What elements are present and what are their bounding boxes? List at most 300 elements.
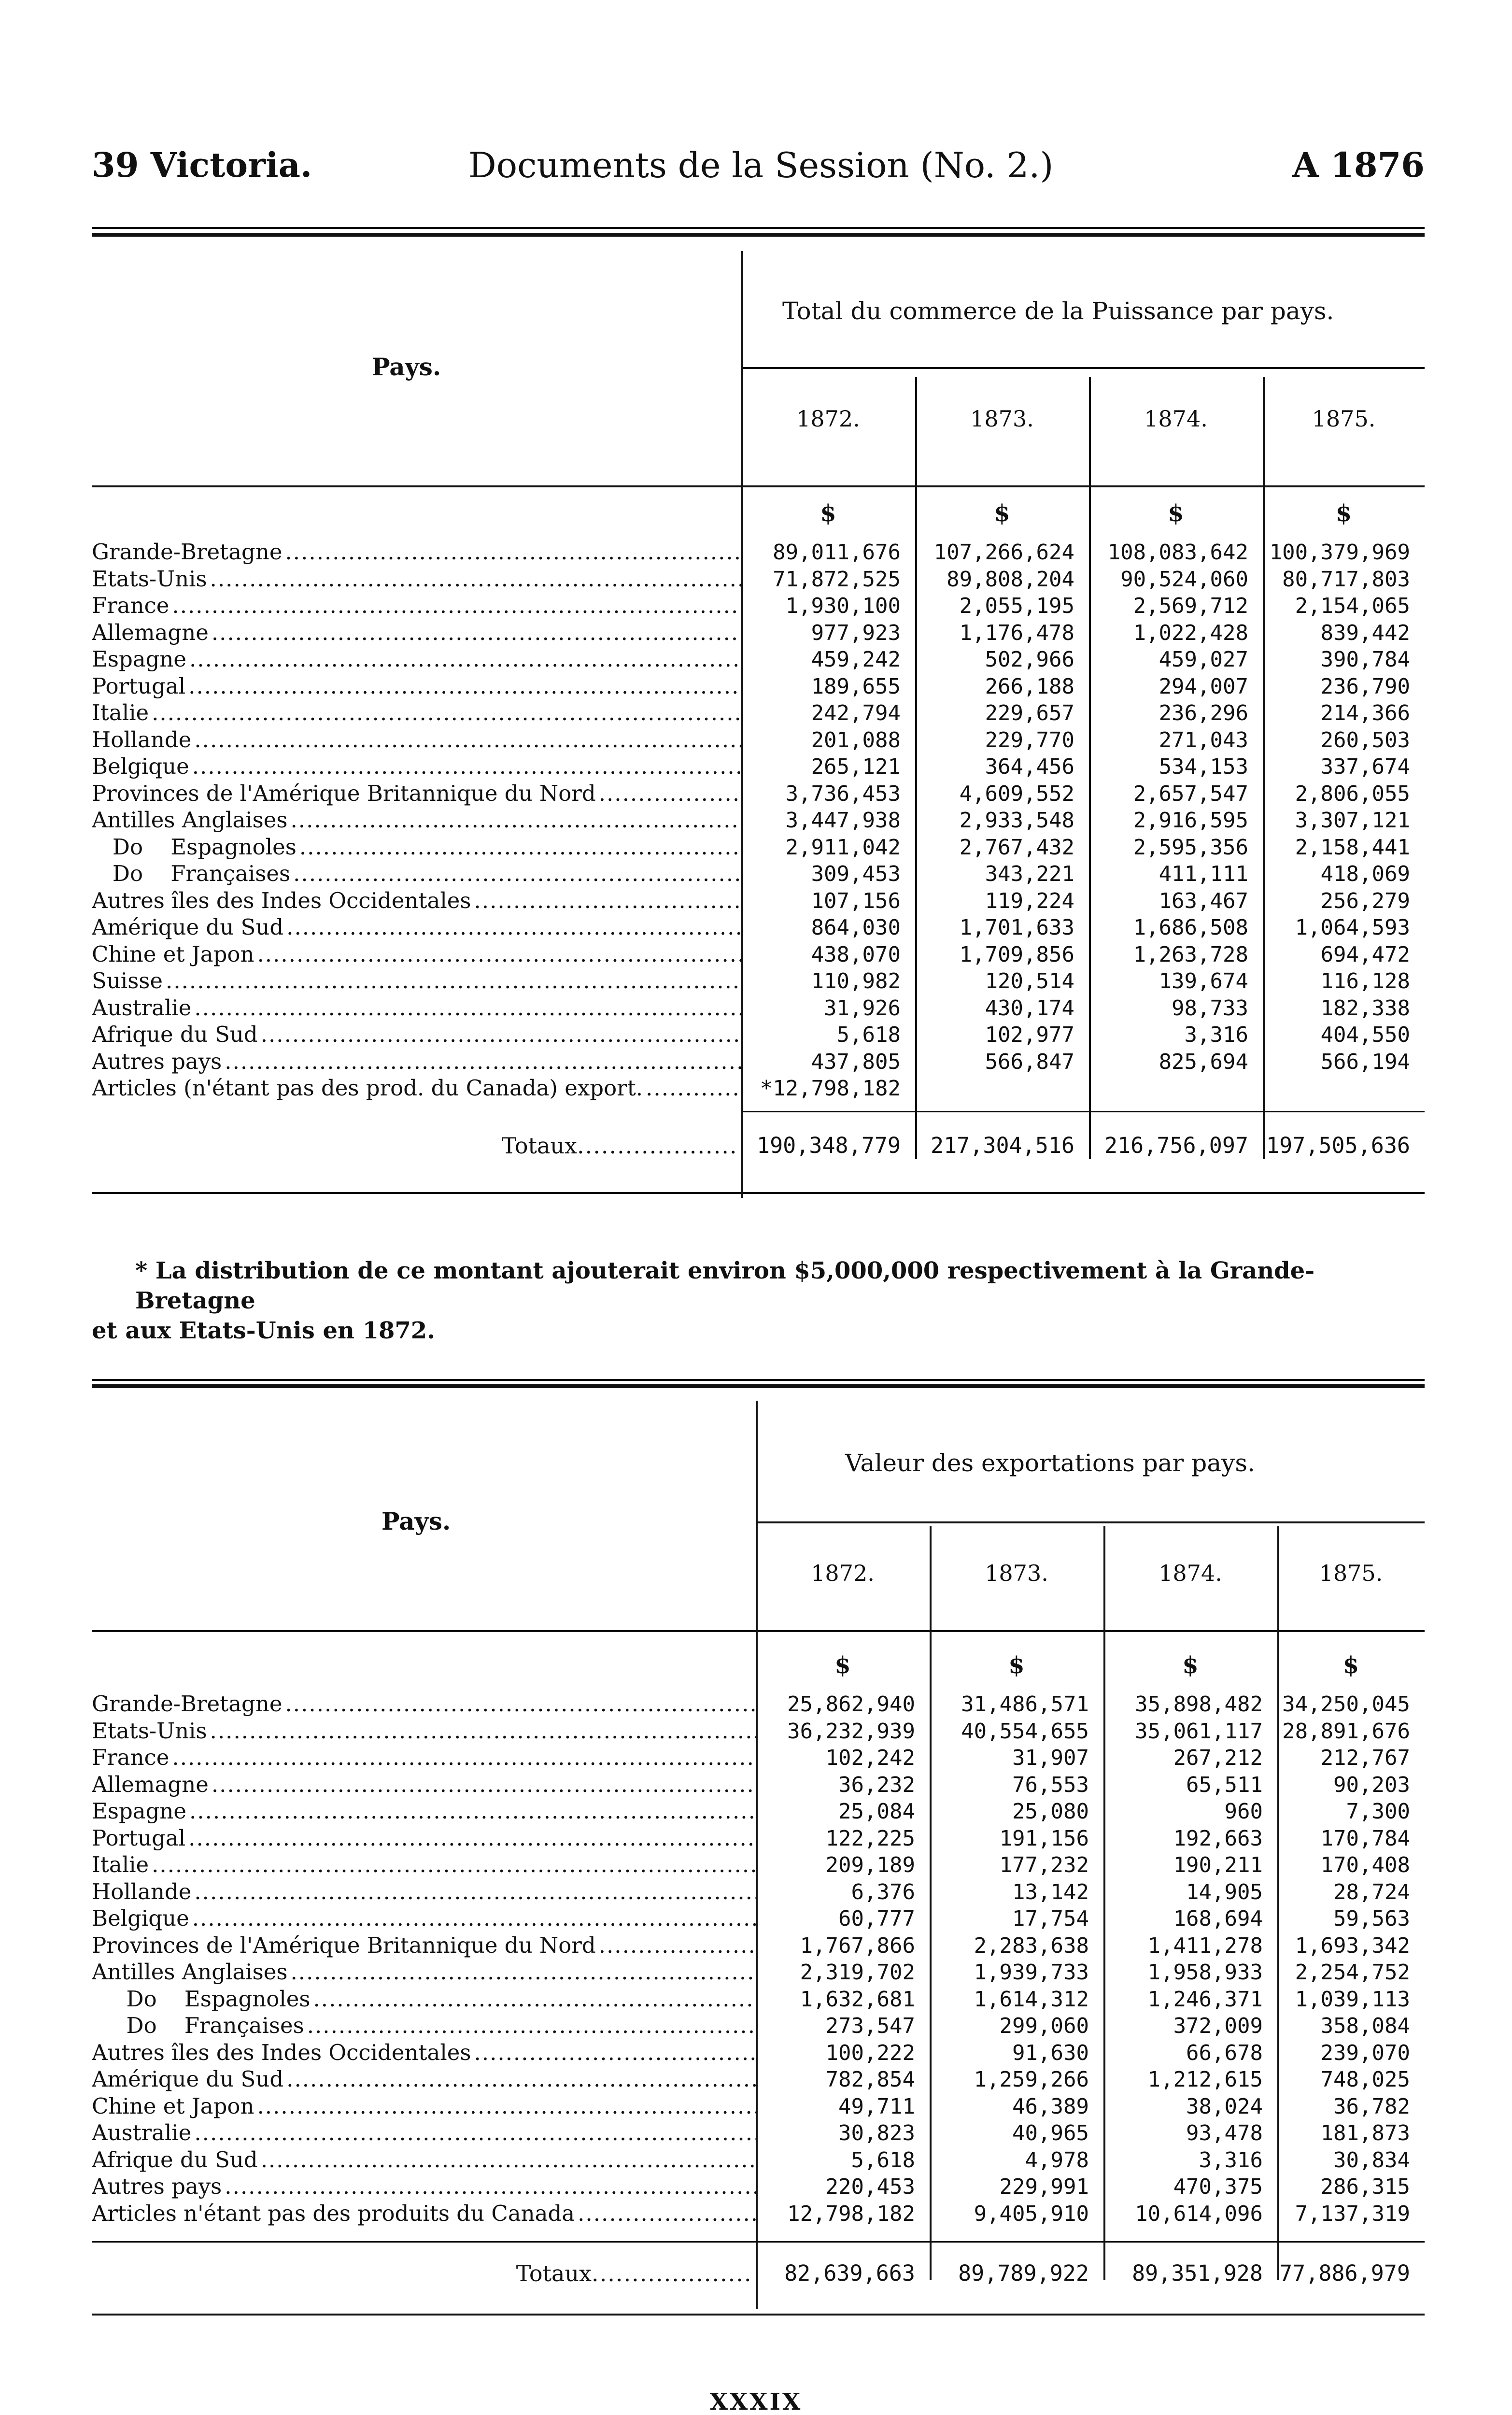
value-cell: 182,338 — [1320, 995, 1410, 1021]
value-cell: 49,711 — [838, 2094, 915, 2119]
header-volume: 39 Victoria. — [92, 145, 312, 185]
year-header-1873: 1873. — [985, 1560, 1048, 1586]
value-cell: 163,467 — [1159, 888, 1248, 913]
value-cell: 1,176,478 — [959, 620, 1074, 645]
value-cell: 190,211 — [1173, 1853, 1263, 1877]
value-cell: 236,296 — [1159, 701, 1248, 725]
value-cell: 358,084 — [1320, 2014, 1410, 2038]
value-cell: 260,503 — [1320, 727, 1410, 753]
value-cell: 1,686,508 — [1133, 915, 1248, 940]
value-cell: 2,806,055 — [1295, 781, 1410, 806]
value-cell: 782,854 — [825, 2067, 915, 2092]
value-cell: 91,630 — [1012, 2040, 1089, 2065]
value-cell: 40,965 — [1012, 2121, 1089, 2145]
value-cell: 1,614,312 — [974, 1987, 1089, 2012]
value-cell: 170,408 — [1320, 1853, 1410, 1877]
value-cell: 2,916,595 — [1133, 808, 1248, 833]
table-row — [92, 2066, 1425, 2093]
country-cell — [92, 2119, 756, 2146]
value-cell: 139,674 — [1159, 969, 1248, 994]
value-cell: 418,069 — [1320, 862, 1410, 886]
country-cell — [92, 1718, 756, 1745]
country-cell — [92, 1905, 756, 1932]
year-header-1875: 1875. — [1312, 406, 1376, 432]
value-cell: 31,486,571 — [961, 1692, 1089, 1717]
value-cell: 839,442 — [1320, 620, 1410, 645]
value-cell: 35,898,482 — [1135, 1692, 1263, 1717]
value-cell: 502,966 — [985, 647, 1074, 672]
year-header-1875: 1875. — [1319, 1560, 1383, 1586]
value-cell: 214,366 — [1320, 701, 1410, 725]
value-cell: 566,194 — [1320, 1049, 1410, 1074]
value-cell: 1,411,278 — [1147, 1933, 1263, 1958]
country-name: Belgique — [92, 1905, 189, 1931]
table-row — [92, 2173, 1425, 2200]
country-name: Allemagne — [92, 1771, 209, 1797]
leader-dots — [191, 1878, 756, 1905]
value-cell: 59,563 — [1333, 1906, 1410, 1931]
leader-dots — [169, 1744, 756, 1771]
value-cell: 168,694 — [1173, 1906, 1263, 1931]
value-cell: 459,027 — [1159, 647, 1248, 672]
country-name: Portugal — [92, 1825, 186, 1851]
country-cell — [92, 2012, 756, 2039]
table-row — [92, 1744, 1425, 1771]
country-cell — [92, 1986, 756, 2013]
value-cell: 25,084 — [838, 1799, 915, 1824]
total-1874: 89,351,928 — [1132, 2260, 1263, 2286]
value-cell: 286,315 — [1320, 2174, 1410, 2199]
value-cell: 430,174 — [985, 995, 1074, 1021]
totals-row — [92, 2260, 1425, 2287]
value-cell: 25,862,940 — [787, 1692, 915, 1717]
value-cell: 864,030 — [811, 915, 901, 940]
header-page-ref: A 1876 — [1292, 145, 1425, 185]
value-cell: 30,823 — [838, 2121, 915, 2145]
total-1873: 89,789,922 — [958, 2260, 1089, 2286]
country-name: Afrique du Sud — [92, 1022, 258, 1047]
value-cell: 3,307,121 — [1295, 808, 1410, 833]
country-name: Do Françaises — [92, 861, 291, 886]
table-row — [92, 1690, 1425, 1718]
currency-symbol: $ — [1342, 1652, 1359, 1679]
value-cell: 309,453 — [811, 862, 901, 886]
value-cell: 120,514 — [985, 969, 1074, 994]
value-cell: 2,254,752 — [1295, 1960, 1410, 1985]
value-cell: 242,794 — [811, 701, 901, 725]
country-name: Articles (n'étant pas des prod. du Canada) export. — [92, 1075, 643, 1101]
leader-dots — [189, 1905, 756, 1932]
country-name: Espagne — [92, 646, 186, 672]
table-bottom-rule — [92, 2314, 1425, 2316]
country-cell — [92, 1771, 756, 1798]
country-cell — [92, 2173, 756, 2200]
value-cell: 34,250,045 — [1282, 1692, 1410, 1717]
value-cell: 825,694 — [1159, 1049, 1248, 1074]
value-cell: 80,717,803 — [1282, 567, 1410, 592]
country-name: Autres îles des Indes Occidentales — [92, 2039, 471, 2065]
value-cell: 2,569,712 — [1133, 594, 1248, 618]
year-header-1874: 1874. — [1159, 1560, 1222, 1586]
value-cell: 220,453 — [825, 2174, 915, 2199]
table-body — [92, 1690, 1425, 2227]
table-row — [92, 1905, 1425, 1932]
value-cell: 108,083,642 — [1107, 540, 1248, 565]
table-row — [92, 1798, 1425, 1825]
value-cell: 189,655 — [811, 674, 901, 699]
value-cell: 229,770 — [985, 727, 1074, 753]
currency-symbol: $ — [1182, 1652, 1199, 1679]
country-name: Belgique — [92, 753, 189, 779]
totals-label: Totaux — [501, 1133, 577, 1159]
table-row — [92, 1825, 1425, 1852]
value-cell: 28,724 — [1333, 1879, 1410, 1904]
country-cell — [92, 2039, 756, 2066]
currency-symbol: $ — [1168, 500, 1184, 527]
value-cell: 1,958,933 — [1147, 1960, 1263, 1985]
value-cell: 265,121 — [811, 754, 901, 779]
value-cell: 1,039,113 — [1295, 1987, 1410, 2012]
value-cell: 364,456 — [985, 754, 1074, 779]
country-name: Etats-Unis — [92, 1718, 207, 1744]
pays-header: Pays. — [372, 353, 441, 381]
value-cell: 9,405,910 — [974, 2201, 1089, 2226]
country-name: Autres îles des Indes Occidentales — [92, 887, 471, 913]
value-cell: 3,736,453 — [785, 781, 901, 806]
value-cell: 229,991 — [999, 2174, 1089, 2199]
country-name: France — [92, 1745, 170, 1770]
title-rule — [756, 1521, 1425, 1523]
value-cell: 38,024 — [1186, 2094, 1263, 2119]
header-bottom-rule — [92, 1630, 1425, 1632]
country-name: Amérique du Sud — [92, 914, 284, 940]
value-cell: 40,554,655 — [961, 1719, 1089, 1744]
footnote-line-2: et aux Etats-Unis en 1872. — [92, 1317, 435, 1344]
table-row — [92, 1851, 1425, 1878]
value-cell: 60,777 — [838, 1906, 915, 1931]
country-cell — [92, 1851, 756, 1878]
page-number: XXXIX — [709, 2388, 803, 2415]
value-cell: 4,978 — [1025, 2147, 1089, 2173]
value-cell: 119,224 — [985, 888, 1074, 913]
exports-table — [92, 0, 1425, 2343]
value-cell: 31,926 — [824, 995, 901, 1021]
value-cell: 192,663 — [1173, 1826, 1263, 1851]
value-cell: 470,375 — [1173, 2174, 1263, 2199]
leader-dots — [149, 1851, 756, 1878]
value-cell: 89,011,676 — [773, 540, 901, 565]
value-cell: 299,060 — [999, 2014, 1089, 2038]
value-cell: 10,614,096 — [1135, 2201, 1263, 2226]
country-name: Hollande — [92, 726, 192, 753]
country-name: Chine et Japon — [92, 941, 254, 967]
value-cell: 100,222 — [825, 2040, 915, 2065]
value-cell: 229,657 — [985, 701, 1074, 725]
table-row — [92, 2093, 1425, 2120]
value-cell: 2,911,042 — [785, 835, 901, 860]
country-cell — [92, 1825, 756, 1852]
country-name: Afrique du Sud — [92, 2146, 258, 2173]
leader-dots — [207, 1718, 756, 1745]
table-row — [92, 1771, 1425, 1798]
value-cell: 411,111 — [1159, 862, 1248, 886]
country-name: Grande-Bretagne — [92, 539, 283, 565]
value-cell: 337,674 — [1320, 754, 1410, 779]
value-cell: 98,733 — [1172, 995, 1248, 1021]
footnote-line-1: * La distribution de ce montant ajouterait environ $5,000,000 respectivement à la Grande-Bretagne — [135, 1257, 1315, 1314]
table-title: Valeur des exportations par pays. — [845, 1449, 1255, 1477]
value-cell: 107,156 — [811, 888, 901, 913]
table-row — [92, 2200, 1425, 2227]
country-name: Antilles Anglaises — [92, 807, 288, 833]
table-row — [92, 1932, 1425, 1959]
header-title: Documents de la Session (No. 2.) — [468, 145, 1054, 185]
value-cell: 12,798,182 — [787, 2201, 915, 2226]
value-cell: 1,022,428 — [1133, 620, 1248, 645]
total-1872: 82,639,663 — [784, 2260, 915, 2286]
value-cell: 7,300 — [1346, 1799, 1410, 1824]
value-cell: 13,142 — [1012, 1879, 1089, 1904]
country-name: Hollande — [92, 1878, 192, 1904]
leader-dots — [222, 2173, 756, 2200]
country-cell — [92, 1959, 756, 1986]
country-name: France — [92, 593, 170, 618]
leader-dots — [575, 2200, 756, 2227]
value-cell: 36,782 — [1333, 2094, 1410, 2119]
value-cell: 2,657,547 — [1133, 781, 1248, 806]
value-cell: 256,279 — [1320, 888, 1410, 913]
country-name: Etats-Unis — [92, 566, 207, 592]
value-cell: 4,609,552 — [959, 781, 1074, 806]
value-cell: 372,009 — [1173, 2014, 1263, 2038]
value-cell: 977,923 — [811, 620, 901, 645]
table-row — [92, 2039, 1425, 2066]
value-cell: 7,137,319 — [1295, 2201, 1410, 2226]
value-cell: 1,246,371 — [1147, 1987, 1263, 2012]
value-cell: 2,595,356 — [1133, 835, 1248, 860]
value-cell: 90,203 — [1333, 1772, 1410, 1797]
year-header-1873: 1873. — [970, 406, 1034, 432]
value-cell: 1,693,342 — [1295, 1933, 1410, 1958]
value-cell: 239,070 — [1320, 2040, 1410, 2065]
leader-dots — [186, 1798, 756, 1825]
value-cell: 2,154,065 — [1295, 594, 1410, 618]
value-cell: 100,379,969 — [1269, 540, 1410, 565]
value-cell: 5,618 — [851, 2147, 915, 2173]
value-cell: 3,316 — [1184, 1023, 1248, 1047]
value-cell: 116,128 — [1320, 969, 1410, 994]
country-cell — [92, 1744, 756, 1771]
value-cell: 1,212,615 — [1147, 2067, 1263, 2092]
value-cell: 93,478 — [1186, 2121, 1263, 2145]
value-cell: 25,080 — [1012, 1799, 1089, 1824]
country-name: Do Françaises — [92, 2013, 304, 2038]
currency-symbol: $ — [834, 1652, 851, 1679]
value-cell: 31,907 — [1012, 1746, 1089, 1770]
value-cell: 17,754 — [1012, 1906, 1089, 1931]
value-cell: 46,389 — [1012, 2094, 1089, 2119]
value-cell: 5,618 — [836, 1023, 901, 1047]
leader-dots — [304, 2012, 756, 2039]
year-header-1872: 1872. — [811, 1560, 875, 1586]
value-cell: 107,266,624 — [933, 540, 1074, 565]
total-1872: 190,348,779 — [756, 1133, 901, 1158]
value-cell: 2,283,638 — [974, 1933, 1089, 1958]
country-name: Italie — [92, 1852, 149, 1877]
value-cell: 2,055,195 — [959, 594, 1074, 618]
leader-dots — [282, 1690, 756, 1718]
country-name: Autres pays — [92, 2174, 222, 2199]
table-row — [92, 2012, 1425, 2039]
value-cell: 566,847 — [985, 1049, 1074, 1074]
value-cell: 459,242 — [811, 647, 901, 672]
table-row — [92, 2146, 1425, 2174]
table-row — [92, 1718, 1425, 1745]
value-cell: 390,784 — [1320, 647, 1410, 672]
table-row — [92, 2119, 1425, 2146]
value-cell: 3,447,938 — [785, 808, 901, 833]
pays-header: Pays. — [382, 1507, 451, 1535]
country-name: Suisse — [92, 968, 163, 994]
country-name: Italie — [92, 700, 149, 725]
value-cell: 201,088 — [811, 727, 901, 753]
value-cell: 36,232,939 — [787, 1719, 915, 1744]
value-cell: 343,221 — [985, 862, 1074, 886]
value-cell: 30,834 — [1333, 2147, 1410, 2173]
table-row — [92, 1986, 1425, 2013]
leader-dots — [254, 2093, 756, 2120]
country-name: Portugal — [92, 673, 186, 699]
country-name: Articles n'étant pas des produits du Canada — [92, 2200, 575, 2226]
currency-symbol: $ — [1008, 1652, 1025, 1679]
leader-dots — [258, 2146, 756, 2174]
leader-dots — [310, 1986, 756, 2013]
value-cell: 170,784 — [1320, 1826, 1410, 1851]
leader-dots — [209, 1771, 756, 1798]
total-1874: 216,756,097 — [1104, 1133, 1248, 1158]
country-cell — [92, 2146, 756, 2174]
leader-dots — [283, 2066, 756, 2093]
value-cell: 36,232 — [838, 1772, 915, 1797]
value-cell: 102,977 — [985, 1023, 1074, 1047]
value-cell: 2,933,548 — [959, 808, 1074, 833]
currency-symbol: $ — [820, 500, 836, 527]
country-cell — [92, 1798, 756, 1825]
value-cell: 267,212 — [1173, 1746, 1263, 1770]
country-name: Autres pays — [92, 1048, 222, 1074]
rows-bottom-rule — [92, 2241, 1425, 2243]
value-cell: 404,550 — [1320, 1023, 1410, 1047]
value-cell: 3,316 — [1199, 2147, 1263, 2173]
table-title: Total du commerce de la Puissance par pays. — [782, 297, 1334, 325]
value-cell: 1,939,733 — [974, 1960, 1089, 1985]
value-cell: 28,891,676 — [1282, 1719, 1410, 1744]
country-cell — [92, 2200, 756, 2227]
value-cell: 1,632,681 — [800, 1987, 915, 2012]
total-1875: 77,886,979 — [1279, 2260, 1410, 2286]
leader-dots — [185, 1825, 756, 1852]
value-cell: 6,376 — [851, 1879, 915, 1904]
year-header-1874: 1874. — [1144, 406, 1208, 432]
value-cell: 534,153 — [1159, 754, 1248, 779]
value-cell: 236,790 — [1320, 674, 1410, 699]
value-cell: 748,025 — [1320, 2067, 1410, 2092]
value-cell: 438,070 — [811, 942, 901, 967]
country-name: Provinces de l'Amérique Britannique du Nord — [92, 1932, 596, 1958]
country-name: Grande-Bretagne — [92, 1691, 283, 1717]
value-cell: 66,678 — [1186, 2040, 1263, 2065]
value-cell: 89,808,204 — [947, 567, 1074, 592]
value-cell: 960 — [1224, 1799, 1263, 1824]
value-cell: 14,905 — [1186, 1879, 1263, 1904]
country-name: Australie — [92, 2120, 192, 2145]
leader-dots — [471, 2039, 756, 2066]
table-row — [92, 1878, 1425, 1905]
value-cell: 177,232 — [999, 1853, 1089, 1877]
country-cell — [92, 1932, 756, 1959]
year-header-1872: 1872. — [796, 406, 860, 432]
value-cell: 1,701,633 — [959, 915, 1074, 940]
value-cell: 209,189 — [825, 1853, 915, 1877]
total-1875: 197,505,636 — [1266, 1133, 1410, 1158]
value-cell: 1,930,100 — [785, 594, 901, 618]
value-cell: 273,547 — [825, 2014, 915, 2038]
country-name: Do Espagnoles — [92, 834, 297, 860]
currency-symbol: $ — [994, 500, 1010, 527]
country-cell — [92, 2093, 756, 2120]
leader-dots — [596, 1932, 756, 1959]
value-cell: 2,319,702 — [800, 1960, 915, 1985]
country-name: Amérique du Sud — [92, 2066, 284, 2092]
table-row — [92, 1959, 1425, 1986]
value-cell: 71,872,525 — [773, 567, 901, 592]
value-cell: 65,511 — [1186, 1772, 1263, 1797]
value-cell: 110,982 — [811, 969, 901, 994]
country-name: Australie — [92, 994, 192, 1021]
country-cell — [92, 1878, 756, 1905]
value-cell: 1,064,593 — [1295, 915, 1410, 940]
value-cell: 294,007 — [1159, 674, 1248, 699]
value-cell: 1,709,856 — [959, 942, 1074, 967]
value-cell: 437,805 — [811, 1049, 901, 1074]
value-cell: 181,873 — [1320, 2121, 1410, 2145]
value-cell: 2,767,432 — [959, 835, 1074, 860]
value-cell: 35,061,117 — [1135, 1719, 1263, 1744]
value-cell: 212,767 — [1320, 1746, 1410, 1770]
value-cell: 694,472 — [1320, 942, 1410, 967]
value-cell: 102,242 — [825, 1746, 915, 1770]
country-name: Provinces de l'Amérique Britannique du Nord — [92, 780, 596, 806]
country-name: Do Espagnoles — [92, 1986, 311, 2012]
leader-dots — [287, 1959, 756, 1986]
value-cell: 191,156 — [999, 1826, 1089, 1851]
value-cell: 90,524,060 — [1120, 567, 1248, 592]
leader-dots — [191, 2119, 756, 2146]
value-cell: 1,263,728 — [1133, 942, 1248, 967]
value-cell: 266,188 — [985, 674, 1074, 699]
country-name: Chine et Japon — [92, 2093, 254, 2119]
country-name: Antilles Anglaises — [92, 1959, 288, 1985]
total-1873: 217,304,516 — [930, 1133, 1074, 1158]
value-cell: *12,798,182 — [760, 1076, 901, 1101]
value-cell: 271,043 — [1159, 727, 1248, 753]
country-name: Espagne — [92, 1798, 186, 1824]
totals-label: Totaux — [516, 2260, 592, 2287]
country-cell — [92, 1690, 756, 1718]
country-cell — [92, 2066, 756, 2093]
value-cell: 122,225 — [825, 1826, 915, 1851]
value-cell: 1,767,866 — [800, 1933, 915, 1958]
